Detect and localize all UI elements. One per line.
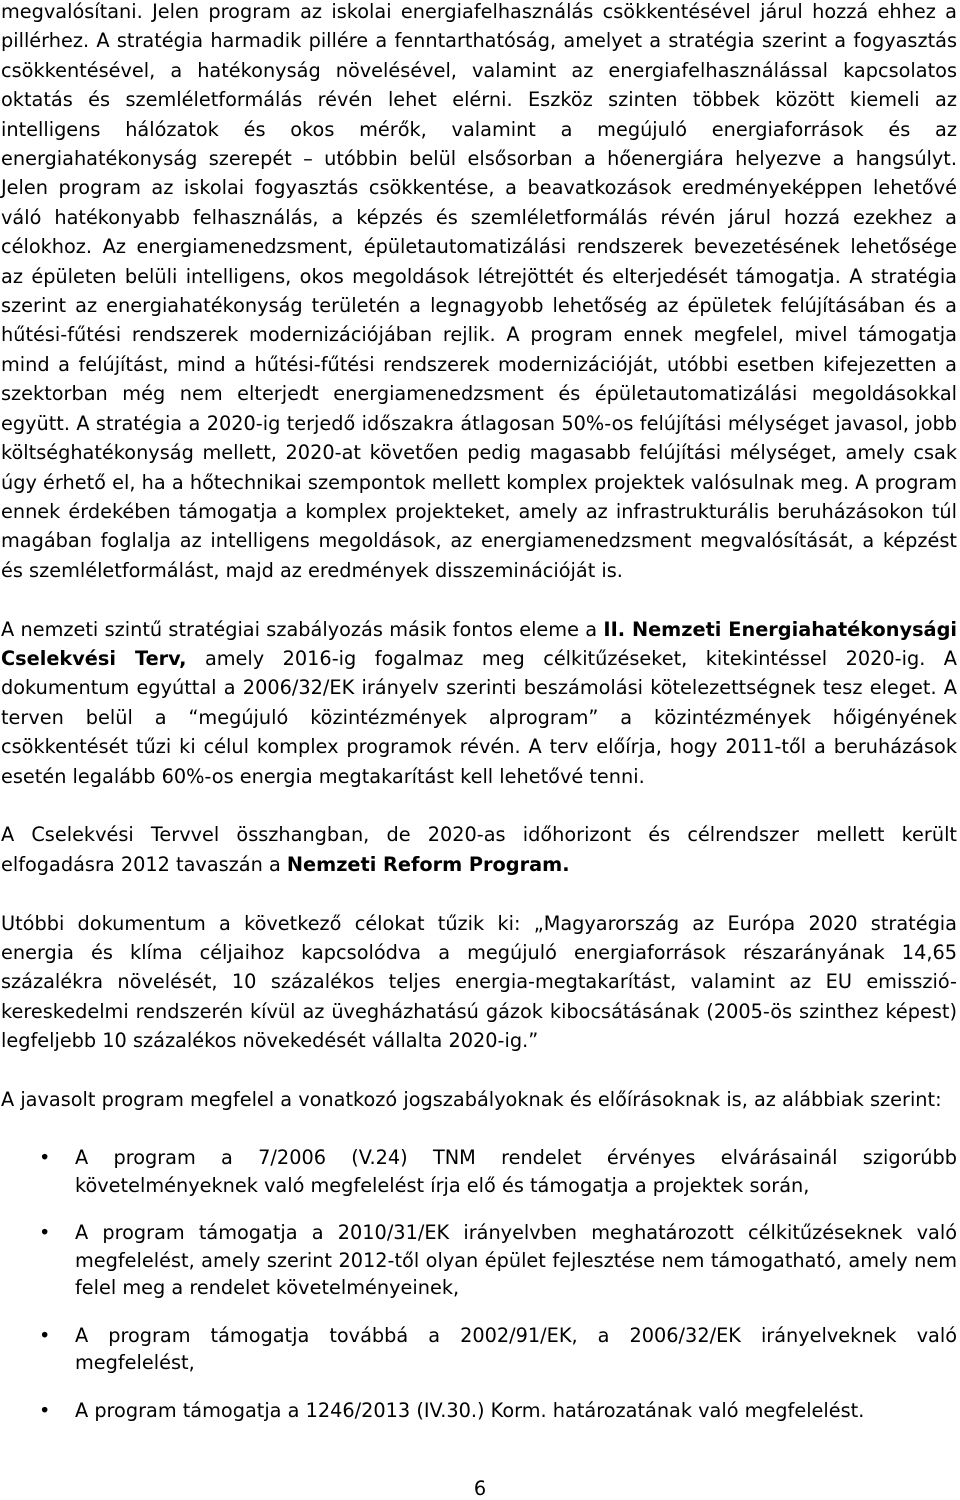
paragraph-text: A nemzeti szintű stratégiai szabályozás másik fontos eleme a bbox=[1, 617, 604, 641]
list-item-text: A program támogatja a 1246/2013 (IV.30.) Korm. határozatának való megfelelést. bbox=[75, 1398, 865, 1422]
compliance-list bbox=[1, 1144, 957, 1424]
list-item bbox=[1, 1219, 957, 1302]
paragraph-quote-goals bbox=[1, 909, 957, 1056]
list-item-text: A program támogatja továbbá a 2002/91/EK, a 2006/32/EK irányelveknek való megfelelést, bbox=[75, 1323, 957, 1375]
paragraph-text: Utóbbi dokumentum a következő célokat tűzik ki: „Magyarország az Európa 2020 stratégia energia és klíma céljaihoz kapcsolódva a megújuló energiaforrások részarányának 14,65 százalékra növelését, 10 százalékos teljes energia-megtakarítást, valamint az EU emisszió-kereskedelmi rendszerén kívül az üvegházhatású gázok kibocsátásának (2005-ös szinthez képest) legfeljebb 10 százalékos növekedését vállalta 2020-ig.” bbox=[1, 911, 957, 1053]
list-item bbox=[1, 1144, 957, 1199]
paragraph-action-plan bbox=[1, 615, 957, 791]
list-item-text: A program a 7/2006 (V.24) TNM rendelet érvényes elvárásainál szigorúbb követelményeknek való megfelelést írja elő és támogatja a projektek során, bbox=[75, 1146, 957, 1197]
bullet-icon: • bbox=[39, 1398, 51, 1422]
paragraph-text: A Cselekvési Tervvel összhangban, de 2020-as időhorizont és célrendszer mellett került elfogadásra 2012 tavaszán a bbox=[1, 823, 957, 876]
list-item bbox=[1, 1397, 957, 1425]
page-number: 6 bbox=[473, 1477, 487, 1500]
list-item bbox=[1, 1322, 957, 1377]
paragraph-text: amely 2016-ig fogalmaz meg célkitűzéseket, kitekintéssel 2020-ig. A dokumentum egyúttal a 2006/32/EK irányelv szerinti beszámolási kötelezettségnek tesz eleget. A terven belül a “megújuló közintézmények alprogram” a közintézmények hőigényének csökkentését tűzi ki célul komplex programok révén. A terv előírja, hogy 2011-től a beruházások esetén legalább 60%-os energia megtakarítást kell lehetővé tenni. bbox=[1, 646, 957, 788]
paragraph-text: A javasolt program megfelel a vonatkozó jogszabályoknak és előírásoknak is, az alábbiak szerint: bbox=[1, 1087, 942, 1111]
bold-document-title: Nemzeti Reform Program. bbox=[286, 852, 570, 876]
bold-document-title: II. Nemzeti Energiahatékonysági Cselekvési Terv, bbox=[1, 617, 957, 670]
bullet-icon: • bbox=[39, 1221, 51, 1245]
bullet-icon: • bbox=[39, 1146, 51, 1170]
paragraph-compliance-intro bbox=[1, 1085, 957, 1114]
paragraph-text: megvalósítani. Jelen program az iskolai energiafelhasználás csökkentésével járul hozzá ehhez a pillérhez. A stratégia harmadik pillére a fenntarthatóság, amelyet a stratégia szerint a fogyasztás csökkentésével, a hatékonyság növelésével, valamint az energiafelhasználással kapcsolatos oktatás és szemléletformálás révén lehet elérni. Eszköz szinten többek között kiemeli az intelligens hálózatok és okos mérők, valamint a megújuló energiaforrások és az energiahatékonyság szerepét – utóbbin belül elsősorban a hőenergiára helyezve a hangsúlyt. Jelen program az iskolai fogyasztás csökkentése, a beavatkozások eredményeképpen lehetővé váló hatékonyabb felhasználás, a képzés és szemléletformálás révén járul hozzá ezekhez a célokhoz. Az energiamenedzsment, épületautomatizálási rendszerek bevezetésének lehetősége az épületen belüli intelligens, okos megoldások létrejöttét és elterjedését támogatja. A stratégia szerint az energiahatékonyság területén a legnagyobb lehetőség az épületek felújításában és a hűtési-fűtési rendszerek modernizációjában rejlik. A program ennek megfelel, mivel támogatja mind a felújítást, mind a hűtési-fűtési rendszerek modernizációját, utóbbi esetben kifejezetten a szektorban még nem elterjedt energiamenedzsment és épületautomatizálási megoldásokkal együtt. A stratégia a 2020-ig terjedő időszakra átlagosan 50%-os felújítási mélységet javasol, jobb költséghatékonyság mellett, 2020-at követően pedig magasabb felújítási mélységet, amely csak úgy érhető el, ha a hőtechnikai szempontok mellett komplex projektek valósulnak meg. A program ennek érdekében támogatja a komplex projekteket, amely az infrastrukturális beruházásokon túl magában foglalja az intelligens megoldások, az energiamenedzsment megvalósítását, a képzést és szemléletformálást, majd az eredmények disszeminációját is. bbox=[1, 0, 957, 582]
paragraph-reform-program bbox=[1, 820, 957, 879]
paragraph-strategy-pillars bbox=[1, 0, 957, 585]
bullet-icon: • bbox=[39, 1323, 51, 1347]
list-item-text: A program támogatja a 2010/31/EK irányelvben meghatározott célkitűzéseknek való megfelelést, amely szerint 2012-től olyan épület fejlesztése nem támogatható, amely nem felel meg a rendelet követelményeinek, bbox=[75, 1221, 957, 1300]
